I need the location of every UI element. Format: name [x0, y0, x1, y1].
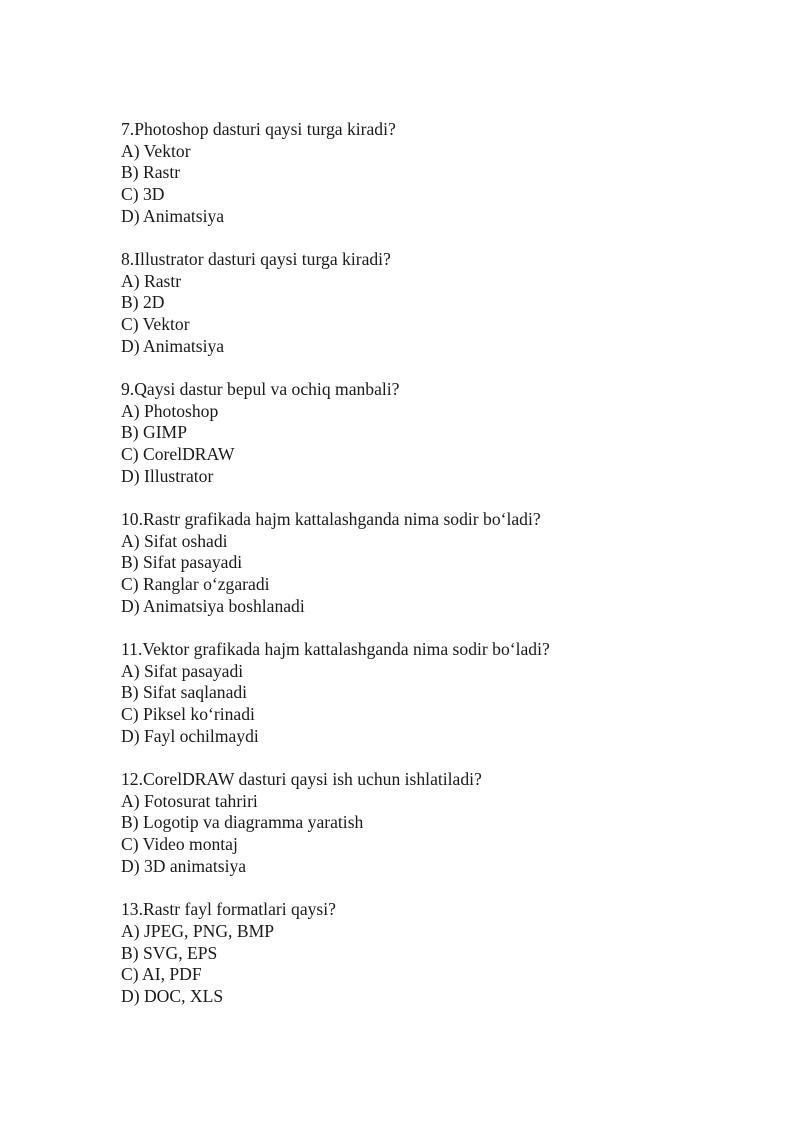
answer-option: C) Vektor	[121, 314, 190, 335]
question-block	[121, 509, 741, 618]
question-text: 9.Qaysi dastur bepul va ochiq manbali?	[121, 379, 400, 400]
answer-option: C) Video montaj	[121, 834, 238, 855]
question-text: 13.Rastr fayl formatlari qaysi?	[121, 899, 336, 920]
question-text: 11.Vektor grafikada hajm kattalashganda nima sodir bo‘ladi?	[121, 639, 550, 660]
answer-option: D) DOC, XLS	[121, 985, 224, 1006]
question-block	[121, 639, 741, 748]
answer-option: B) Sifat saqlanadi	[121, 682, 248, 703]
question-text: 7.Photoshop dasturi qaysi turga kiradi?	[121, 119, 396, 139]
answer-option: D) 3D animatsiya	[121, 855, 247, 876]
answer-option: A) Rastr	[121, 270, 182, 291]
question-block	[121, 379, 741, 488]
question-text: 8.Illustrator dasturi qaysi turga kiradi?	[121, 249, 391, 270]
answer-option: B) Sifat pasayadi	[121, 552, 243, 573]
answer-option: A) Sifat pasayadi	[121, 660, 244, 681]
answer-option: A) Fotosurat tahriri	[121, 790, 258, 811]
answer-option: B) GIMP	[121, 422, 187, 443]
question-block	[121, 769, 741, 878]
question-text: 10.Rastr grafikada hajm kattalashganda nima sodir bo‘ladi?	[121, 509, 541, 530]
answer-option: C) CorelDRAW	[121, 444, 235, 465]
question-block	[121, 899, 741, 1008]
answer-option: B) 2D	[121, 292, 165, 313]
answer-option: B) SVG, EPS	[121, 942, 218, 963]
answer-option: A) Sifat oshadi	[121, 530, 228, 551]
question-list	[121, 119, 741, 1029]
answer-option: C) 3D	[121, 184, 165, 205]
answer-option: D) Fayl ochilmaydi	[121, 725, 259, 746]
answer-option: C) AI, PDF	[121, 964, 202, 985]
answer-option: C) Piksel ko‘rinadi	[121, 704, 255, 725]
question-block	[121, 249, 741, 358]
question-block	[121, 119, 741, 228]
answer-option: D) Animatsiya	[121, 205, 225, 226]
answer-option: B) Logotip va diagramma yaratish	[121, 812, 364, 833]
answer-option: A) JPEG, PNG, BMP	[121, 920, 275, 941]
question-text: 12.CorelDRAW dasturi qaysi ish uchun ishlatiladi?	[121, 769, 482, 790]
answer-option: C) Ranglar o‘zgaradi	[121, 574, 270, 595]
answer-option: D) Illustrator	[121, 465, 214, 486]
answer-option: A) Photoshop	[121, 400, 219, 421]
answer-option: A) Vektor	[121, 140, 191, 161]
answer-option: D) Animatsiya	[121, 335, 225, 356]
answer-option: B) Rastr	[121, 162, 181, 183]
answer-option: D) Animatsiya boshlanadi	[121, 595, 305, 616]
